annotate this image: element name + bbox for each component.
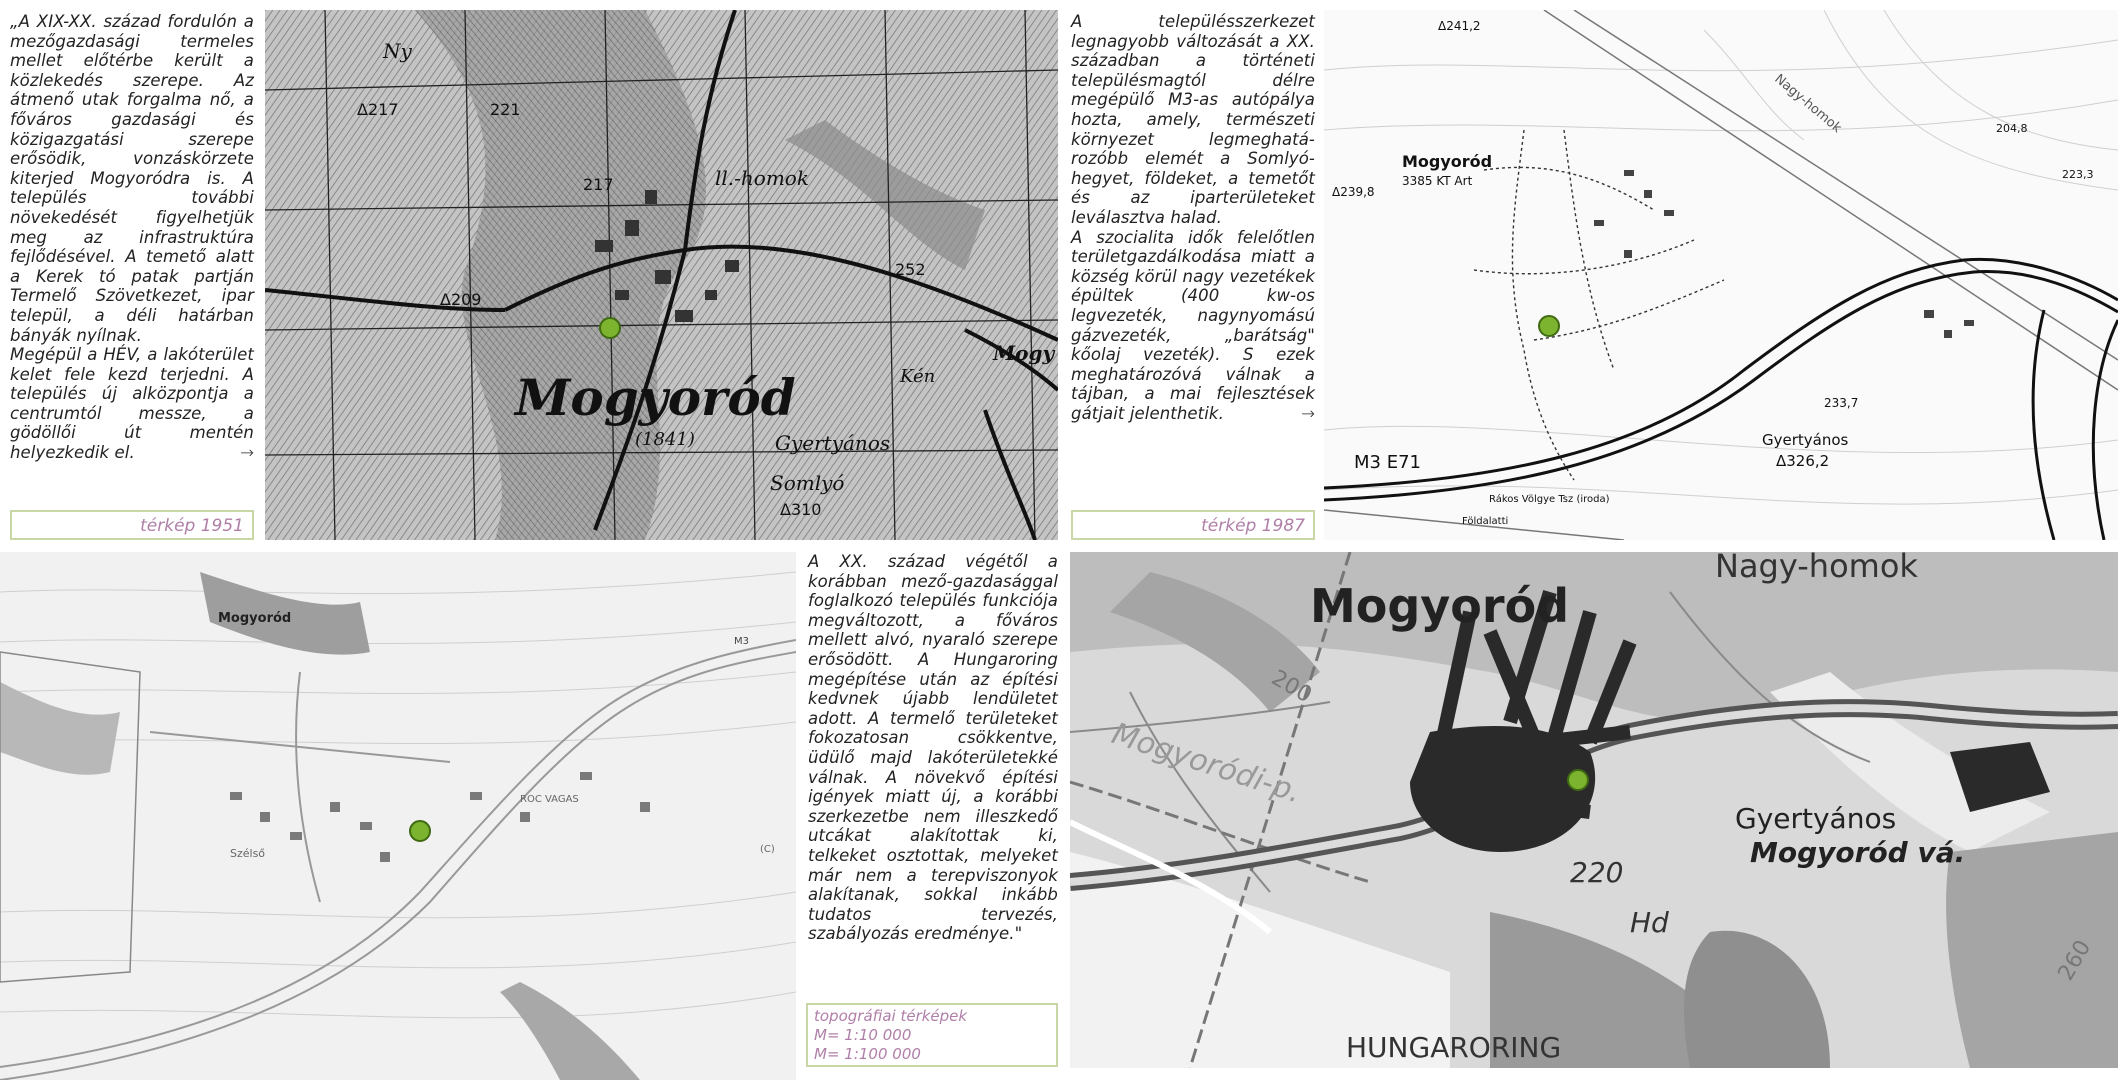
map-100000-label: 220 [1570,856,1624,889]
map-1987-label: M3 E71 [1354,452,1421,473]
map-100000-label: Nagy-homok [1715,552,1918,585]
map-1987 [1324,10,2118,540]
map-1987-label: Δ326,2 [1776,452,1830,470]
map-100000-label: Mogyoródi-p. [1107,716,1306,811]
location-marker-icon[interactable] [599,317,621,339]
map-1987-label: Nagy-homok [1771,71,1845,137]
text-modern-paragraph-1: A XX. század végétől a korábban mező-gazdasággal foglalkozó település funkciója megváltozott, a főváros mellett alvó, nyaraló szerepe erősödött. A Hungaroring megépítése után az építési kedvnek újabb lendületet adott. A termelő területeket fokozatosan csökkentve, üdülő majd lakóterületekké válnak. A növekvő építési igények miatt új, a korábbi szerkezetbe nem illeszkedő utcákat alakítottak ki, telkeket osztottak, melyeket már nem a terepviszonyok alakítanak, sokkal inkább tudatos tervezés, szabályozás eredménye." [808,552,1058,944]
caption-line: M= 1:100 000 [814,1045,921,1063]
text-1951-paragraph-2: Megépül a HÉV, a lakóterület kelet fele kezd terjedni. A település új alközpontja a centrumtól messze, a gödöllői út mentén helyezkedik el. → [10,345,254,463]
map-1951-label: 221 [490,100,521,119]
map-1951-label: Mogyoród [515,368,796,427]
map-10000-label: Mogyoród [218,611,292,626]
map-1987-label: Rákos Völgye Tsz (iroda) [1489,494,1610,505]
map-100000-label: HUNGARORING [1346,1031,1562,1064]
map-100000-label: Mogyoród [1310,579,1570,633]
map-10000-label: Szélső [230,847,266,860]
arrow-right-icon[interactable]: → [240,443,254,463]
map-1951-label: 252 [895,260,926,279]
map-1951-label: Mogy [993,341,1055,365]
text-1987 [1071,12,1315,492]
map-100000-label: Gyertyános [1735,802,1897,835]
caption-line: M= 1:10 000 [814,1026,912,1044]
text-1951 [10,12,254,492]
map-10000 [0,552,796,1080]
map-1987-label: Mogyoród [1402,152,1493,171]
caption-1987: térkép 1987 [1071,510,1315,540]
location-marker-icon[interactable] [1567,769,1589,791]
text-1951-paragraph-1: „A XIX-XX. század fordulón a mezőgazdasági termeles mellet előtérbe került a közlekedés szerepe. Az átmenő utak forgalma nő, a főváros gazdasági és közigazgatási szerepe erősödik, vonzáskörzete kiterjed Mogyoródra is. A település további növekedését figyelhetjük meg az infrastruktúra fejlődésével. A temető alatt a Kerek tó patak partján Termelő Szövetkezet, ipar települ, a déli határban bányák nyílnak. [10,12,254,345]
map-1987-label: 223,3 [2062,168,2094,181]
location-marker-icon[interactable] [1538,315,1560,337]
caption-line: topográfiai térképek [814,1007,968,1025]
map-1951-label: Δ217 [357,100,399,119]
map-1987-label: Gyertyános [1762,431,1849,449]
map-100000-label: 200 [1267,665,1316,709]
map-1951 [265,10,1058,540]
text-modern [808,552,1058,982]
map-10000-label: ROC VAGAS [520,794,579,805]
map-1987-label: Δ239,8 [1332,185,1375,199]
map-1951-label: Somlyó [770,471,845,495]
map-1951-label: Ny [383,39,412,63]
text-1987-paragraph-2: A szocialita idők felelőtlen területgazdálkodása miatt a község körül nagy vezetékek épültek (400 kw-os legvezeték, nagynyomású gázvezeték, „barátság" kőolaj vezeték). S ezek meghatározóvá válnak a tájban, a mai fejlesztések gátjait jelenthetik. → [1071,227,1315,423]
map-1987-label: Δ241,2 [1438,19,1481,33]
arrow-right-icon[interactable]: → [1301,403,1315,423]
map-1987-label: Földalatti [1462,516,1509,527]
map-1951-label: ll.-homok [715,166,809,190]
map-1951-label: Gyertyános [775,431,891,455]
map-100000-label: 260 [2053,936,2097,985]
map-1951-label: 217 [583,175,614,194]
map-1951-label: Δ310 [780,500,822,519]
map-100000-label: Mogyoród vá. [1750,836,1966,869]
map-1951-label: Kén [900,366,936,387]
map-1951-label: (1841) [635,429,695,450]
map-10000-label: (C) [760,844,775,855]
map-10000-label: M3 [734,636,749,647]
map-1987-label: 233,7 [1824,396,1859,410]
location-marker-icon[interactable] [409,820,431,842]
map-100000-label: Hd [1630,906,1669,939]
caption-topographic [806,1003,1058,1067]
map-1987-label: 204,8 [1996,122,2028,135]
text-1987-paragraph-1: A településszerkezet legnagyobb változását a XX. században a történeti településmagtól délre megépülő M3-as autópálya hozta, amely, természeti környezet legmeghatá-rozóbb elemét a Somlyó-hegyet, földeket, a temetőt és az iparterületeket leválasztva halad. [1071,12,1315,227]
map-100000 [1070,552,2118,1068]
map-1951-label: Δ209 [440,290,482,309]
caption-1951: térkép 1951 [10,510,254,540]
map-1987-label: 3385 KT Art [1402,174,1473,188]
